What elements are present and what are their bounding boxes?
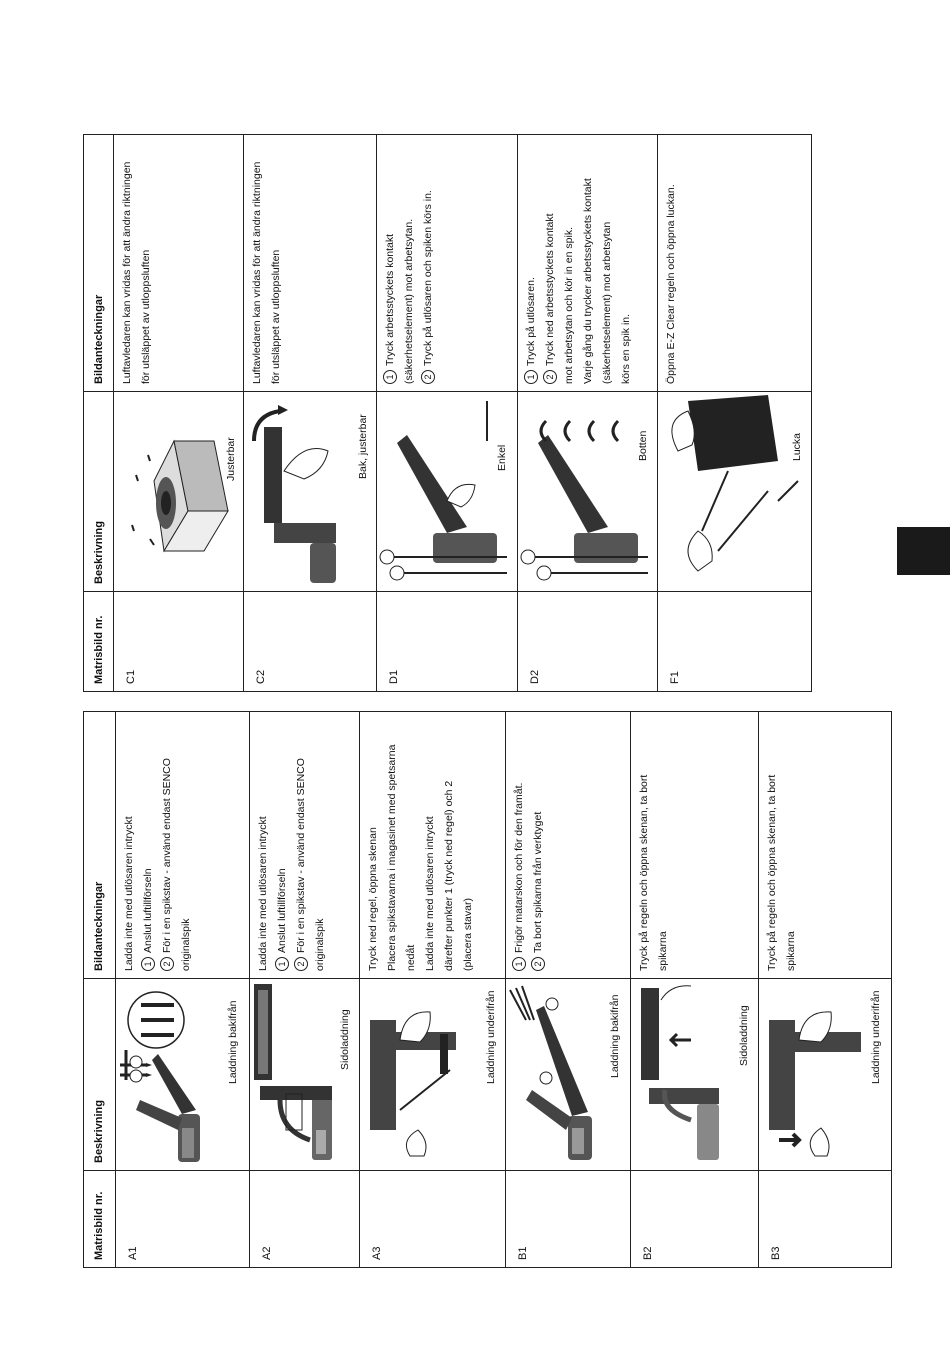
note-line: originalspik xyxy=(180,918,192,971)
note-line: 1Anslut luftillförseln xyxy=(273,719,292,971)
table-row xyxy=(116,712,250,1268)
notes-cell xyxy=(244,135,377,392)
illustration-caption: Laddning underifrån xyxy=(870,990,882,1084)
row-nr: C2 xyxy=(244,592,377,692)
left-table-wrapper xyxy=(83,711,892,1268)
note-line: Ladda inte med utlösaren intryckt xyxy=(123,816,135,971)
table-row xyxy=(759,712,892,1268)
note-line: 1Frigör matarskon och för den framåt. xyxy=(510,719,529,971)
note-line: Luftavledaren kan vridas för att ändra riktningen xyxy=(121,161,133,384)
table-row xyxy=(631,712,759,1268)
row-nr: A1 xyxy=(116,1171,250,1268)
notes-cell xyxy=(116,712,250,979)
illustration-cell xyxy=(759,979,892,1171)
step-number-badge: 1 xyxy=(383,370,397,384)
single-actuation-illustration xyxy=(377,391,518,591)
header-notes: Bildanteckningar xyxy=(84,135,114,392)
notes-cell xyxy=(631,712,759,979)
note-line: originalspik xyxy=(314,918,326,971)
note-line: körs en spik in. xyxy=(620,313,632,384)
step-number-badge: 1 xyxy=(141,957,155,971)
note-line: Luftavledaren kan vridas för att ändra riktningen xyxy=(251,161,263,384)
note-line: 1Anslut luftillförseln xyxy=(139,719,158,971)
illustration-caption: Laddning bakifrån xyxy=(227,1000,239,1084)
step-number-badge: 2 xyxy=(543,370,557,384)
note-line: Ladda inte med utlösaren intryckt xyxy=(424,816,436,971)
note-line: 1Tryck på utlösaren. xyxy=(522,142,541,384)
illustration-cell xyxy=(377,392,518,592)
note-line: 2Tryck ned arbetsstyckets kontakt xyxy=(541,142,560,384)
header-desc: Beskrivning xyxy=(84,979,116,1171)
step-number-badge: 2 xyxy=(294,957,308,971)
header-nr: Matrisbild nr. xyxy=(84,1171,116,1268)
row-nr: F1 xyxy=(658,592,812,692)
illustration-caption: Bak, justerbar xyxy=(357,414,369,479)
step-number-badge: 2 xyxy=(160,957,174,971)
illustration-cell xyxy=(518,392,658,592)
note-line: för utsläppet av utloppsluften xyxy=(140,249,152,384)
illustration-caption: Laddning underifrån xyxy=(485,990,497,1084)
row-nr: A2 xyxy=(250,1171,360,1268)
step-number-badge: 2 xyxy=(421,370,435,384)
table-row xyxy=(377,135,518,692)
note-line: Varje gång du trycker arbetsstyckets kontakt xyxy=(582,178,594,384)
right-table xyxy=(83,134,812,692)
note-line: för utsläppet av utloppsluften xyxy=(270,249,282,384)
table-row xyxy=(658,135,812,692)
note-line: 1Tryck arbetsstyckets kontakt xyxy=(381,142,400,384)
note-line: (placera stavar) xyxy=(462,898,474,971)
bump-actuation-illustration xyxy=(518,391,658,591)
right-table-wrapper xyxy=(83,134,812,692)
table-row xyxy=(244,135,377,692)
header-notes: Bildanteckningar xyxy=(84,712,116,979)
row-nr: D2 xyxy=(518,592,658,692)
note-line: 2För i en spikstav - använd endast SENCO xyxy=(158,719,177,971)
step-number-badge: 1 xyxy=(512,957,526,971)
illustration-cell xyxy=(360,979,506,1171)
illustration-caption: Lucka xyxy=(791,432,803,461)
illustration-cell xyxy=(114,392,244,592)
note-line: Placera spikstavarna i magasinet med spetsarna xyxy=(386,744,398,971)
ez-clear-door-illustration xyxy=(658,391,812,591)
note-line: Tryck på regeln och öppna skenan, ta bort xyxy=(766,774,778,971)
illustration-caption: Botten xyxy=(637,430,649,461)
notes-cell xyxy=(360,712,506,979)
note-line: spikarna xyxy=(657,931,669,971)
row-nr: B1 xyxy=(506,1171,631,1268)
step-number-badge: 2 xyxy=(531,957,545,971)
row-nr: A3 xyxy=(360,1171,506,1268)
note-line: nedåt xyxy=(405,944,417,971)
note-line: 2Tryck på utlösaren och spiken körs in. xyxy=(419,142,438,384)
left-table xyxy=(83,711,892,1268)
step-number-badge: 1 xyxy=(275,957,289,971)
table-row xyxy=(360,712,506,1268)
row-nr: D1 xyxy=(377,592,518,692)
section-tab-marker xyxy=(897,527,950,575)
illustration-cell xyxy=(506,979,631,1171)
illustration-caption: Laddning bakifrån xyxy=(609,994,621,1078)
note-line: 2Ta bort spikarna från verktyget xyxy=(529,719,548,971)
illustration-caption: Justerbar xyxy=(225,437,237,481)
notes-cell xyxy=(114,135,244,392)
note-line: Ladda inte med utlösaren intryckt xyxy=(257,816,269,971)
note-line: (säkerhetselement) mot arbetsytan xyxy=(601,221,613,384)
notes-cell xyxy=(658,135,812,392)
illustration-cell xyxy=(116,979,250,1171)
illustration-cell xyxy=(250,979,360,1171)
notes-cell xyxy=(759,712,892,979)
table-row xyxy=(114,135,244,692)
header-nr: Matrisbild nr. xyxy=(84,592,114,692)
air-deflector-illustration xyxy=(114,391,244,591)
note-line: Öppna E-Z Clear regeln och öppna luckan. xyxy=(665,184,677,384)
header-desc: Beskrivning xyxy=(84,392,114,592)
illustration-caption: Sidoladdning xyxy=(339,1009,351,1070)
table-row xyxy=(250,712,360,1268)
note-line: mot arbetsytan och kör in en spik. xyxy=(563,227,575,384)
illustration-cell xyxy=(631,979,759,1171)
illustration-caption: Enkel xyxy=(496,444,508,471)
step-number-badge: 1 xyxy=(524,370,538,384)
nailer-side-load-illustration xyxy=(250,978,360,1170)
table-row xyxy=(518,135,658,692)
illustration-cell xyxy=(244,392,377,592)
note-line: Tryck ned regel, öppna skenan xyxy=(367,827,379,971)
notes-cell xyxy=(377,135,518,392)
illustration-cell xyxy=(658,392,812,592)
row-nr: B3 xyxy=(759,1171,892,1268)
notes-cell xyxy=(518,135,658,392)
illustration-caption: Sidoladdning xyxy=(738,1005,750,1066)
row-nr: C1 xyxy=(114,592,244,692)
note-line: därefter punkter 1 (tryck ned regel) och 2 xyxy=(443,780,455,971)
note-line: (säkerhetselement) mot arbetsytan. xyxy=(403,218,415,384)
table-row xyxy=(506,712,631,1268)
row-nr: B2 xyxy=(631,1171,759,1268)
note-line: spikarna xyxy=(785,931,797,971)
notes-cell xyxy=(250,712,360,979)
note-line: 2För i en spikstav - använd endast SENCO xyxy=(292,719,311,971)
notes-cell xyxy=(506,712,631,979)
note-line: Tryck på regeln och öppna skenan, ta bort xyxy=(638,774,650,971)
